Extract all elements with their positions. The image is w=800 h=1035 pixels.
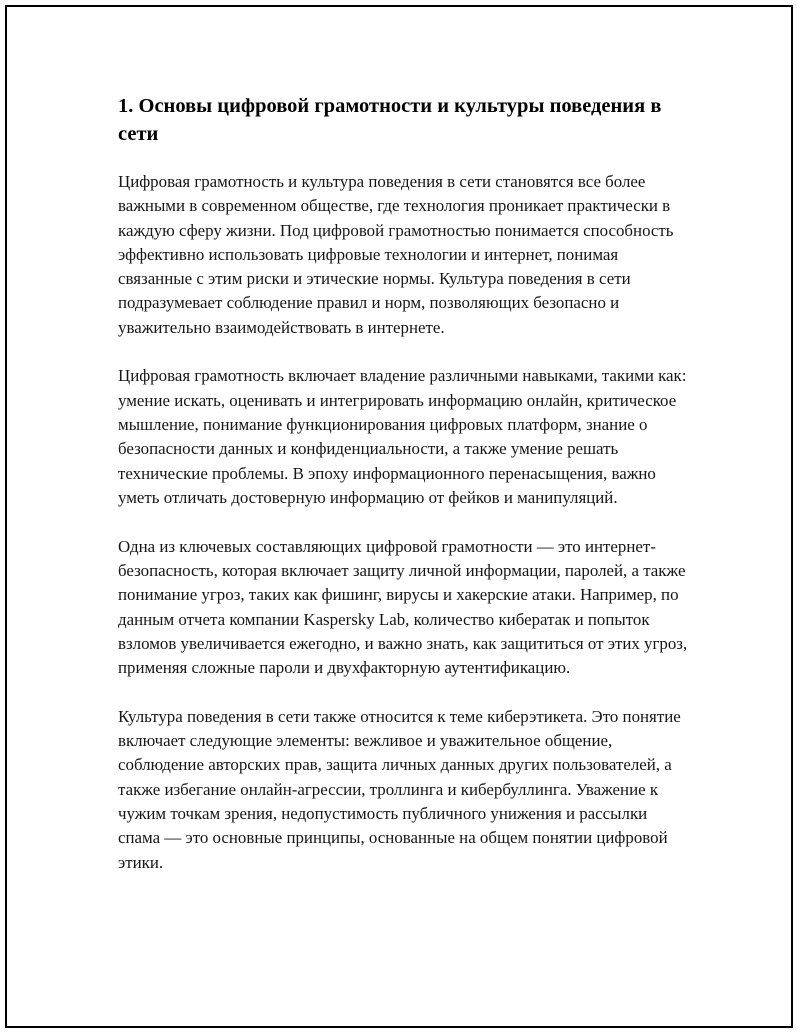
paragraph-2: Цифровая грамотность включает владение различными навыками, такими как: умение искать, оценивать и интегрировать информацию онлайн, критическое мышление, понимание функционирования цифровых платформ, знание о безопасности данных и конфиденциальности, а также умение решать технические проблемы. В эпоху информационного перенасыщения, важно уметь отличать достоверную информацию от фейков и манипуляций. [118,366,687,507]
document-body [118,92,688,899]
paragraph-3: Одна из ключевых составляющих цифровой грамотности — это интернет-безопасность, которая включает защиту личной информации, паролей, а также понимание угроз, таких как фишинг, вирусы и хакерские атаки. Например, по данным отчета компании Kaspersky Lab, количество кибератак и попыток взломов увеличивается ежегодно, и важно знать, как защититься от этих угроз, применяя сложные пароли и двухфакторную аутентификацию. [118,536,688,678]
section-heading: 1. Основы цифровой грамотности и культуры поведения в сети [118,95,662,145]
paragraph-4: Культура поведения в сети также относится к теме киберэтикета. Это понятие включает следующие элементы: вежливое и уважительное общение, соблюдение авторских прав, защита личных данных других пользователей, а также избегание онлайн-агрессии, троллинга и кибербуллинга. Уважение к чужим точкам зрения, недопустимость публичного унижения и рассылки спама — это основные принципы, основанные на общем понятии цифровой этики. [118,706,681,872]
paragraph-1: Цифровая грамотность и культура поведения в сети становятся все более важными в современном обществе, где технология проникает практически в каждую сферу жизни. Под цифровой грамотностью понимается способность эффективно использовать цифровые технологии и интернет, понимая связанные с этим риски и этические нормы. Культура поведения в сети подразумевает соблюдение правил и норм, позволяющих безопасно и уважительно взаимодействовать в интернете. [118,172,674,337]
